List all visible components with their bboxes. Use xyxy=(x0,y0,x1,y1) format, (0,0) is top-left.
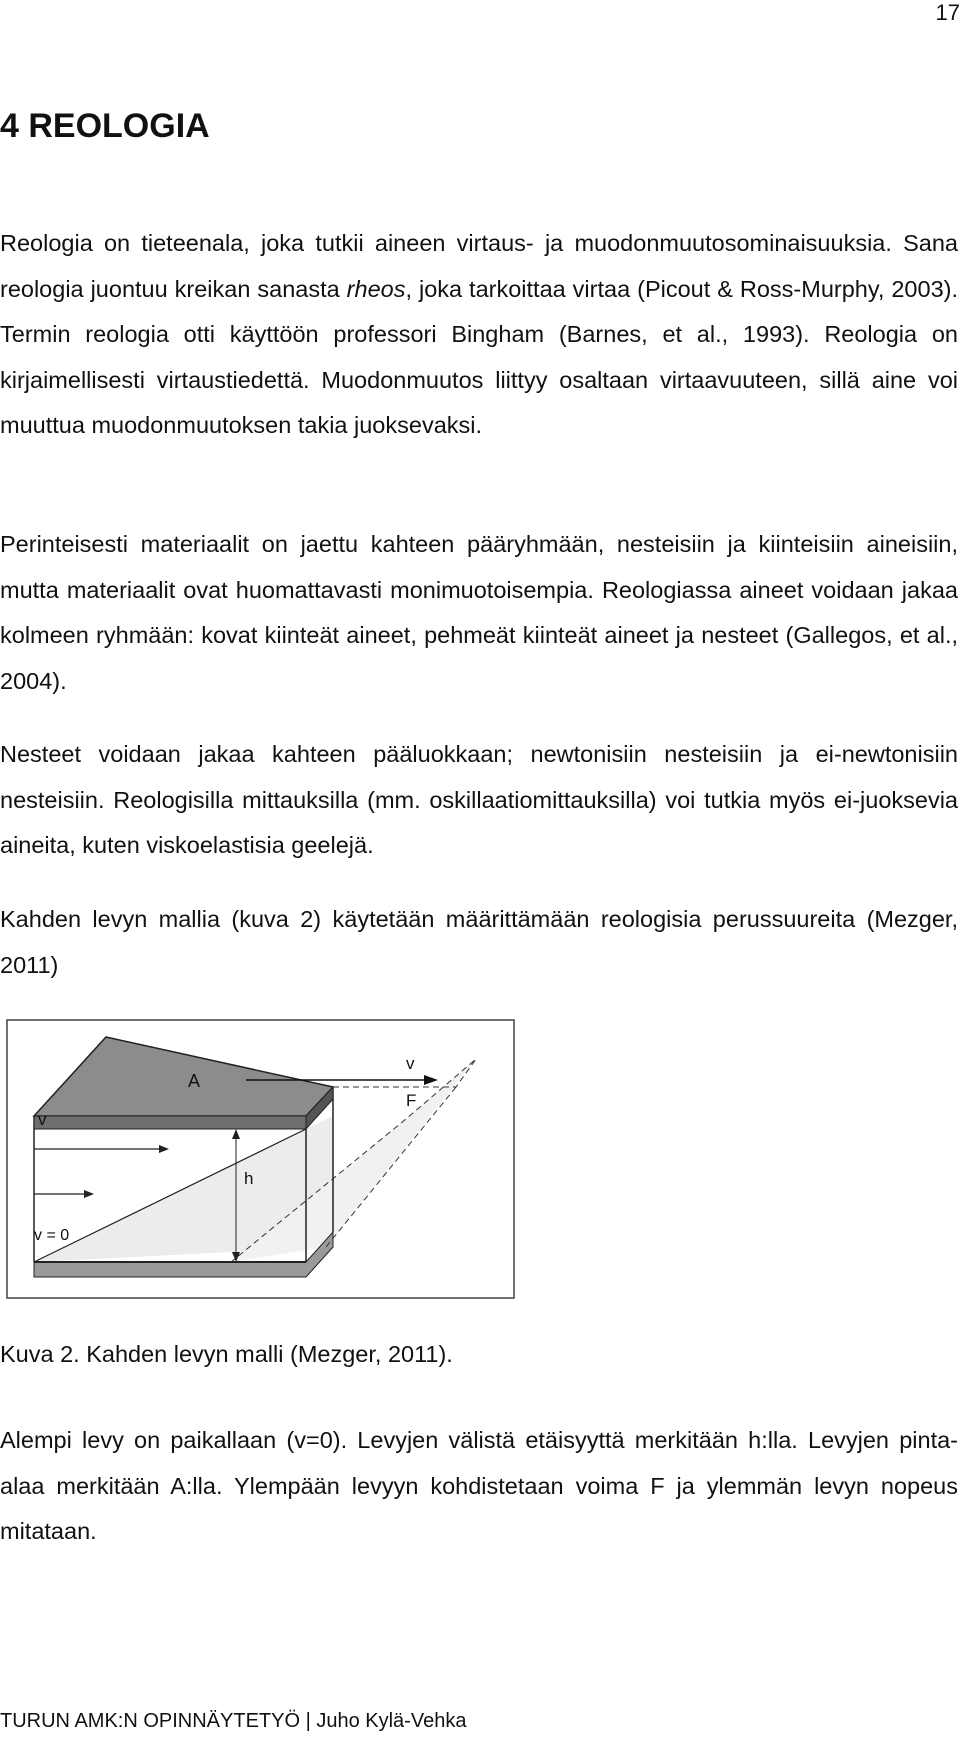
velocity-zero-label: v = 0 xyxy=(34,1227,70,1244)
velocity-top-label: v xyxy=(406,1054,415,1073)
force-label: F xyxy=(406,1091,417,1110)
paragraph-text: , joka tarkoittaa virtaa (Picout & Ross-Murphy, 2003). Termin reologia otti käyttöön professori Bingham (Barnes, et al., 1993). Reologia on kirjaimellisesti virtaustiedettä. Muodonmuutos liittyy osaltaan virtaavuuteen, sillä aine voi muuttua muodonmuutoksen takia juoksevaksi. xyxy=(0,275,958,438)
paragraph-fluid-classes: Nesteet voidaan jakaa kahteen pääluokkaan; newtonisiin nesteisiin ja ei-newtonisiin nesteisiin. Reologisilla mittauksilla (mm. oskillaatiomittauksilla) voi tutkia myös ei-juoksevia aineita, kuten viskoelastisia geelejä. xyxy=(0,741,958,858)
top-plate-side xyxy=(34,1116,306,1129)
page-footer: TURUN AMK:N OPINNÄYTETYÖ | Juho Kylä-Vehka xyxy=(0,1710,467,1732)
chapter-heading: 4 REOLOGIA xyxy=(0,107,210,145)
height-label: h xyxy=(244,1169,254,1188)
area-label: A xyxy=(188,1071,201,1091)
figure-caption: Kuva 2. Kahden levyn malli (Mezger, 2011). xyxy=(0,1341,453,1367)
paragraph-plate-description: Alempi levy on paikallaan (v=0). Levyjen välistä etäisyyttä merkitään h:lla. Levyjen pinta-alaa merkitään A:lla. Ylempään levyyn kohdistetaan voima F ja ylemmän levyn nopeus mitataan. xyxy=(0,1427,958,1544)
page-number: 17 xyxy=(935,0,960,25)
paragraph-two-plate-model: Kahden levyn mallia (kuva 2) käytetään määrittämään reologisia perussuureita (Mezger, 2011) xyxy=(0,906,958,978)
velocity-left-label: v xyxy=(38,1110,47,1129)
paragraph-rheology-definition xyxy=(0,221,958,449)
two-plate-model-figure xyxy=(6,1019,515,1299)
paragraph-material-groups: Perinteisesti materiaalit on jaettu kahteen pääryhmään, nesteisiin ja kiinteisiin aineisiin, mutta materiaalit ovat huomattavasti monimuotoisempia. Reologiassa aineet voidaan jakaa kolmeen ryhmään: kovat kiinteät aineet, pehmeät kiinteät aineet ja nesteet (Gallegos, et al., 2004). xyxy=(0,531,958,694)
paragraph-text: Reologia on tieteenala, joka tutkii aineen virtaus- ja muodonmuutosominaisuuksia. Sana reologia juontuu kreikan sanasta xyxy=(0,230,958,302)
emphasized-term: rheos xyxy=(346,275,406,302)
